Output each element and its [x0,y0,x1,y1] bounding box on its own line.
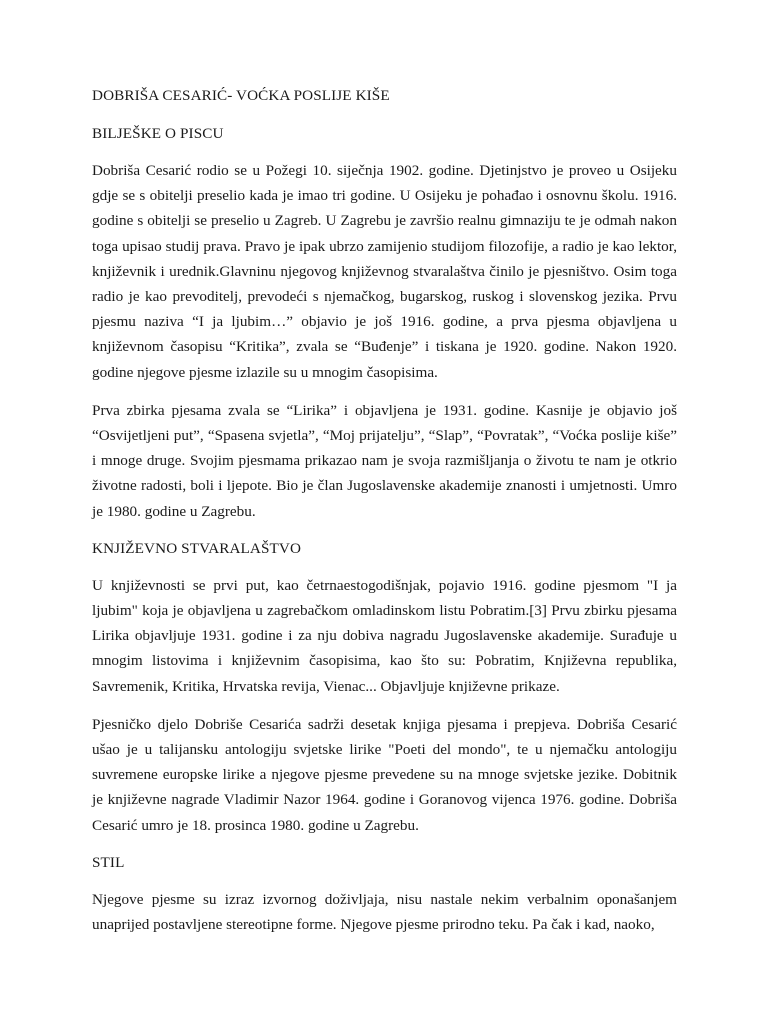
paragraph: U književnosti se prvi put, kao četrnaestogodišnjak, pojavio 1916. godine pjesmom "I ja ljubim" koja je objavljena u zagrebačkom omladinskom listu Pobratim.[3] Prvu zbirku pjesama Lirika objavljuje 1931. godine i za nju dobiva nagradu Jugoslavenske akademije. Surađuje u mnogim listovima i književnim časopisima, kao što su: Pobratim, Književna republika, Savremenik, Kritika, Hrvatska revija, Vienac... Objavljuje književne prikaze. [92,576,677,695]
paragraph: Prva zbirka pjesama zvala se “Lirika” i objavljena je 1931. godine. Kasnije je objavio još “Osvijetljeni put”, “Spasena svjetla”, “Moj prijatelju”, “Slap”, “Povratak”, “Voćka poslije kiše” i mnoge druge. Svojim pjesmama prikazao nam je svoja razmišljanja o životu te nam je otkrio životne radosti, boli i ljepote. Bio je član Jugoslavenske akademije znanosti i umjetnosti. Umro je 1980. godine u Zagrebu. [92,401,677,520]
paragraph: Pjesničko djelo Dobriše Cesarića sadrži desetak knjiga pjesama i prepjeva. Dobriša Cesarić ušao je u talijansku antologiju svjetske lirike "Poeti del mondo", te u njemačku antologiju suvremene europske lirike a njegove pjesme prevedene su na mnoge svjetske jezike. Dobitnik je književne nagrade Vladimir Nazor 1964. godine i Goranovog vijenca 1976. godine. Dobriša Cesarić umro je 18. prosinca 1980. godine u Zagrebu. [92,715,677,834]
section-heading-knjizevno-stvaralastvo: KNJIŽEVNO STVARALAŠTVO [92,539,302,557]
paragraph: Njegove pjesme su izraz izvornog doživljaja, nisu nastale nekim verbalnim oponašanjem unaprijed postavljene stereotipne forme. Njegove pjesme prirodno teku. Pa čak i kad, naoko, [92,890,677,934]
document-body [92,84,677,937]
paragraph: Dobriša Cesarić rodio se u Požegi 10. siječnja 1902. godine. Djetinjstvo je proveo u Osijeku gdje se s obitelji preselio kada je imao tri godine. U Osijeku je pohađao i osnovnu školu. 1916. godine s obitelji se preselio u Zagreb. U Zagrebu je završio realnu gimnaziju te je odmah nakon toga upisao studij prava. Pravo je ipak ubrzo zamijenio studijom filozofije, a radio je kao lektor, književnik i urednik.Glavninu njegovog književnog stvaralaštva činilo je pjesništvo. Osim toga radio je kao prevoditelj, prevodeći s njemačkog, bugarskog, ruskog i slovenskog jezika. Prvu pjesmu naziva “I ja ljubim…” objavio je još 1916. godine, a prva pjesma objavljena u književnom časopisu “Kritika”, zvala se “Buđenje” i tiskana je 1920. godine. Nakon 1920. godine njegove pjesme izlazile su u mnogim časopisima. [92,162,677,381]
document-title: DOBRIŠA CESARIĆ- VOĆKA POSLIJE KIŠE [92,87,390,104]
section-heading-stil: STIL [92,853,125,871]
section-heading-biljeske: BILJEŠKE O PISCU [92,125,224,142]
